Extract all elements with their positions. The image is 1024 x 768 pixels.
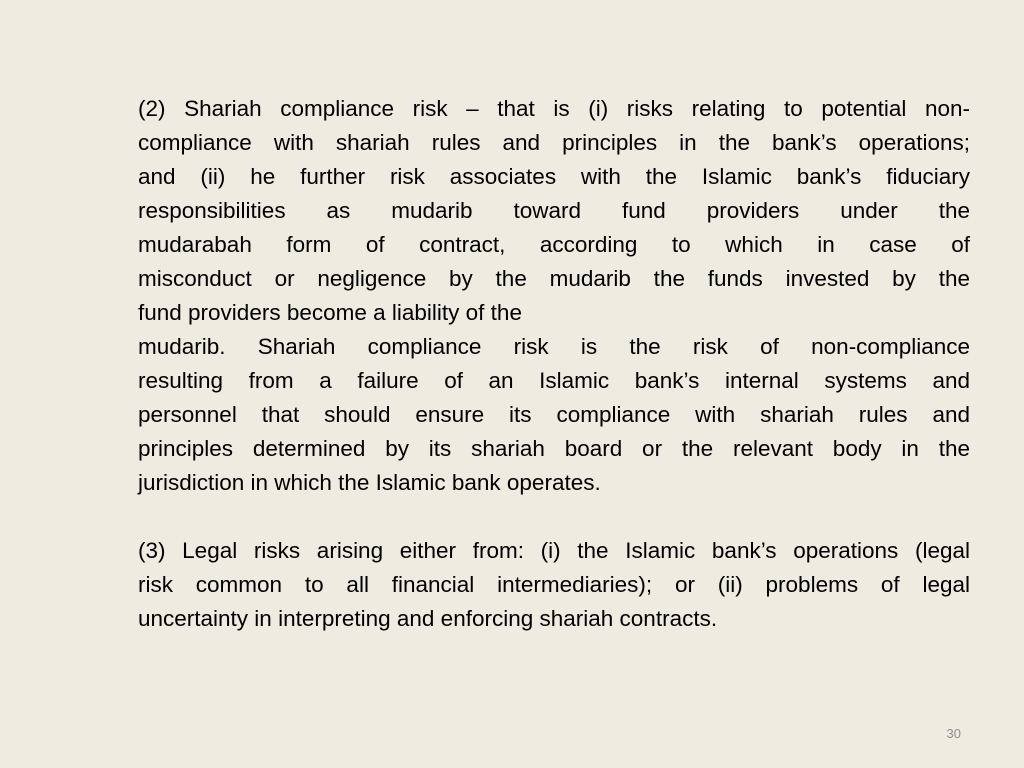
text-line-content: risk common to all financial intermediaries); or (ii) problems of legal: [138, 572, 970, 597]
text-line: [138, 228, 970, 262]
text-line-content: (3) Legal risks arising either from: (i) the Islamic bank’s operations (legal: [138, 538, 970, 563]
text-line: [138, 432, 970, 466]
text-line-content: jurisdiction in which the Islamic bank operates.: [138, 470, 601, 495]
text-line: [138, 398, 970, 432]
text-line-content: and (ii) he further risk associates with the Islamic bank’s fiduciary: [138, 164, 970, 189]
paragraph-shariah-compliance-risk: [138, 92, 970, 500]
text-line-content: personnel that should ensure its compliance with shariah rules and: [138, 402, 970, 427]
text-line-content: principles determined by its shariah board or the relevant body in the: [138, 436, 970, 461]
text-line-content: compliance with shariah rules and principles in the bank’s operations;: [138, 130, 970, 155]
text-line: [138, 364, 970, 398]
text-line-content: (2) Shariah compliance risk – that is (i) risks relating to potential non-: [138, 96, 970, 121]
text-line: [138, 92, 970, 126]
text-line: [138, 602, 970, 636]
text-line-content: mudarabah form of contract, according to which in case of: [138, 232, 970, 257]
text-line-content: fund providers become a liability of the: [138, 300, 522, 325]
text-line-content: mudarib. Shariah compliance risk is the risk of non-compliance: [138, 334, 970, 359]
text-line: [138, 568, 970, 602]
page-number: 30: [946, 726, 961, 741]
text-line: [138, 262, 970, 296]
text-line: [138, 466, 970, 500]
text-line: [138, 194, 970, 228]
text-line-content: misconduct or negligence by the mudarib the funds invested by the: [138, 266, 970, 291]
text-line: [138, 330, 970, 364]
paragraph-spacer: [138, 500, 970, 534]
text-line-content: uncertainty in interpreting and enforcing shariah contracts.: [138, 606, 718, 631]
text-line: [138, 534, 970, 568]
slide-body: [138, 92, 970, 636]
text-line: [138, 296, 970, 330]
text-line-content: resulting from a failure of an Islamic bank’s internal systems and: [138, 368, 970, 393]
paragraph-legal-risks: [138, 534, 970, 636]
text-line: [138, 160, 970, 194]
text-line-content: responsibilities as mudarib toward fund providers under the: [138, 198, 970, 223]
text-line: [138, 126, 970, 160]
